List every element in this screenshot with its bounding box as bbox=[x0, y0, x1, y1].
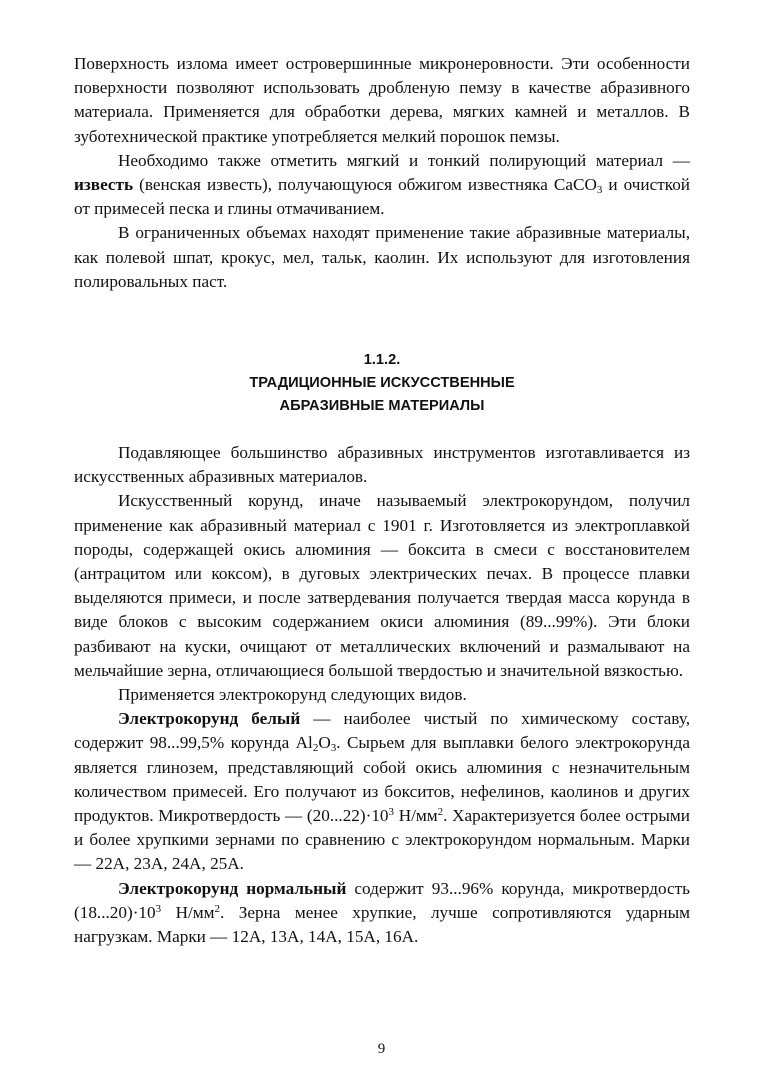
subscript: 3 bbox=[330, 742, 337, 755]
text-run: содержит 93...96% корунда, микротвердость (18...20)·10 bbox=[74, 878, 690, 922]
paragraph-lime bbox=[74, 149, 690, 222]
text-run: . Зерна менее хрупкие, лучше сопротивляются ударным нагрузкам. Марки — 12А, 13А, 14А, 15А, 16А. bbox=[74, 902, 690, 947]
superscript: 2 bbox=[214, 902, 221, 915]
section-title-line-1: ТРАДИЦИОННЫЕ ИСКУССТВЕННЫЕ bbox=[249, 375, 515, 392]
section-title-line-2: АБРАЗИВНЫЕ МАТЕРИАЛЫ bbox=[279, 398, 485, 415]
text-run: и очисткой от примесей песка и глины отмачиванием. bbox=[74, 175, 690, 219]
paragraph-pumice: Поверхность излома имеет островершинные микронеровности. Эти особенности поверхности позволяют использовать дробленую пемзу в качестве абразивного материала. Применяется для обработки дерева, мягких камней и металлов. В зуботехнической практике употребляется мелкий порошок пемзы. bbox=[74, 54, 690, 146]
paragraph-artificial-corundum: Искусственный корунд, иначе называемый электрокорундом, получил применение как абразивный материал с 1901 г. Изготовляется из электроплавкой породы, содержащей окись алюминия — боксита в смеси с восстановителем (антрацитом или коксом), в дуговых электрических печах. В процессе плавки выделяются примеси, и после затвердевания получается твердая масса корунда в виде блоков с высоким содержанием окиси алюминия (89...99%). Эти блоки разбивают на куски, очищают от металлических включений и размалывают на мельчайшие зерна, отличающиеся большой твердостью и значительной вязкостью. bbox=[74, 491, 690, 680]
subscript: 2 bbox=[312, 742, 319, 755]
paragraph-majority: Подавляющее большинство абразивных инструментов изготавливается из искусственных абразивных материалов. bbox=[74, 443, 690, 487]
text-run: O bbox=[318, 733, 331, 753]
text-run: (венская известь), получающуюся обжигом известняка CaCO bbox=[133, 175, 597, 195]
paragraph-normal-corundum bbox=[74, 877, 690, 950]
term-lime: известь bbox=[74, 175, 134, 195]
text-run: . Характеризуется более острыми и более хрупкими зернами по сравнению с электрокорундом нормальным. Марки — 22А, 23А, 24А, 25А. bbox=[74, 806, 690, 874]
paragraph-limited-materials: В ограниченных объемах находят применение такие абразивные материалы, как полевой шпат, крокус, мел, тальк, каолин. Их используют для изготовления полировальных паст. bbox=[74, 223, 690, 291]
paragraph-white-corundum bbox=[74, 707, 690, 876]
superscript: 3 bbox=[388, 806, 395, 819]
superscript: 2 bbox=[437, 806, 444, 819]
text-run: Н/мм bbox=[394, 806, 438, 826]
text-run: Н/мм bbox=[161, 902, 215, 922]
page-content bbox=[74, 52, 690, 949]
text-run: . Сырьем для выплавки белого электрокорунда является глинозем, представляющий собой окись алюминия с незначительным количеством примесей. Его получают из бокситов, нефелинов, каолинов и других продуктов. Микротвердость — (20...22)·10 bbox=[74, 733, 690, 826]
term-normal-corundum: Электрокорунд нормальный bbox=[118, 878, 347, 898]
section-number: 1.1.2. bbox=[363, 352, 401, 369]
text-run: Необходимо также отметить мягкий и тонкий полирующий материал — bbox=[118, 150, 690, 170]
term-white-corundum: Электрокорунд белый bbox=[118, 709, 301, 729]
text-run: — наиболее чистый по химическому составу, содержит 98...99,5% корунда Al bbox=[74, 709, 690, 753]
section-title bbox=[74, 372, 690, 418]
subscript: 3 bbox=[596, 184, 603, 197]
paragraph-types: Применяется электрокорунд следующих видов. bbox=[118, 685, 467, 705]
superscript: 3 bbox=[155, 902, 162, 915]
page-number: 9 bbox=[377, 1041, 386, 1057]
